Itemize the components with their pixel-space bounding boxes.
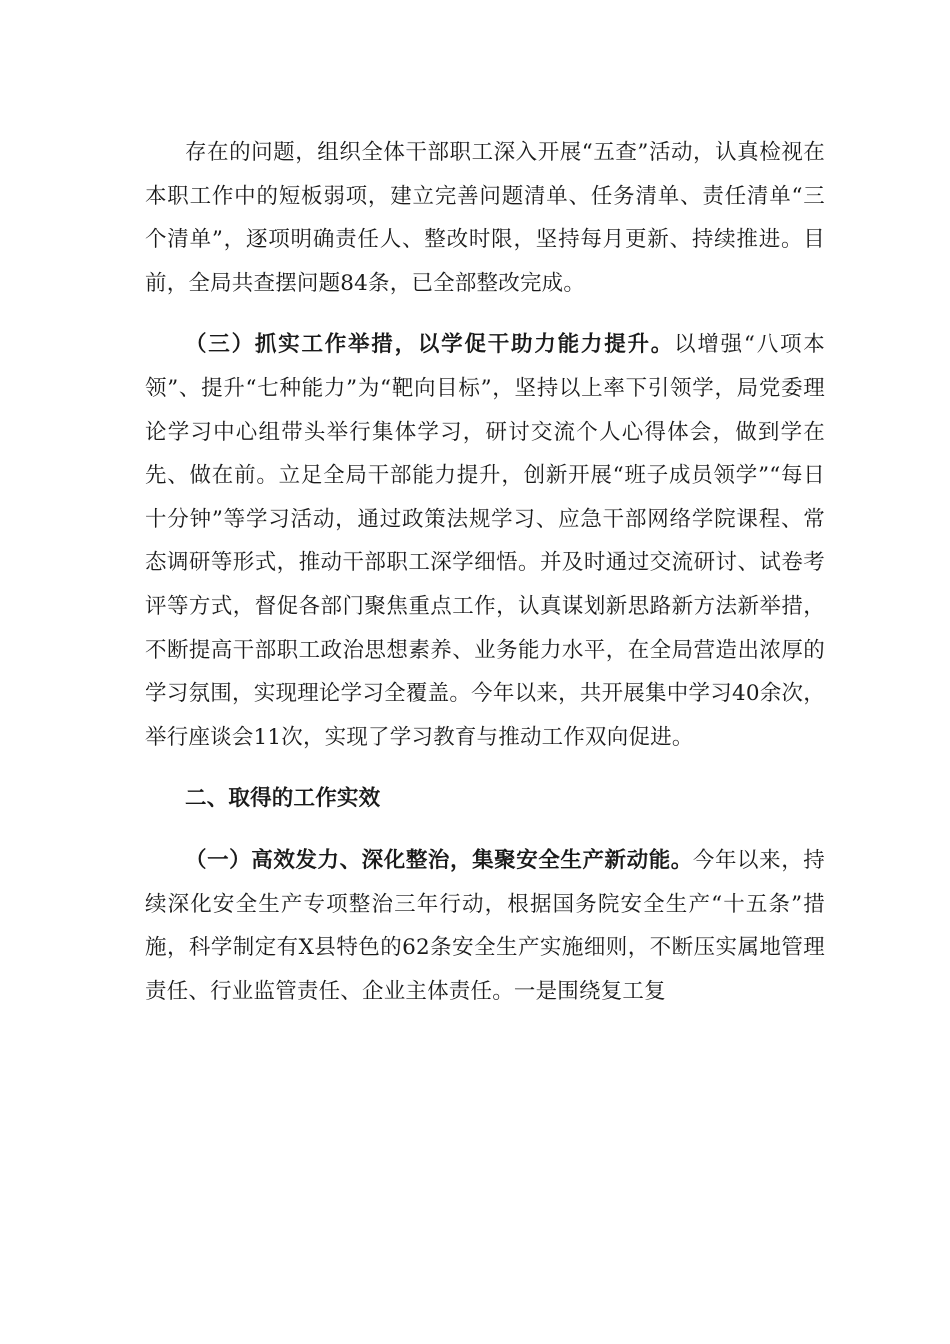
paragraph-heading-work-measures: （三）抓实工作举措，以学促干助力能力提升。: [185, 332, 675, 358]
paragraph-problem-rectification: 存在的问题，组织全体干部职工深入开展“五查”活动，认真检视在本职工作中的短板弱项，建立完善问题清单、任务清单、责任清单“三个清单”，逐项明确责任人、整改时限，坚持每月更新、持续推进。目前，全局共查摆问题84条，已全部整改完成。: [145, 140, 825, 296]
paragraph-body-safety-production: 今年以来，持续深化安全生产专项整治三年行动，根据国务院安全生产“十五条”措施，科学制定有X县特色的62条安全生产实施细则，不断压实属地管理责任、行业监管责任、企业主体责任。一是围绕复工复: [145, 847, 826, 1004]
paragraph-gap: [145, 821, 825, 839]
section-heading-results: 二、取得的工作实效: [185, 786, 381, 812]
paragraph-safety-production: [145, 839, 825, 1013]
paragraph-gap: [145, 759, 825, 777]
document-page: [145, 131, 825, 1013]
paragraph-heading-safety-production: （一）高效发力、深化整治，集聚安全生产新动能。: [185, 847, 693, 873]
paragraph-body-work-measures: 以增强“八项本领”、提升“七种能力”为“靶向目标”，坚持以上率下引领学，局党委理论学习中心组带头举行集体学习，研讨交流个人心得体会，做到学在先、做在前。立足全局干部能力提升，创新开展“班子成员领学”“每日十分钟”等学习活动，通过政策法规学习、应急干部网络学院课程、常态调研等形式，推动干部职工深学细悟。并及时通过交流研讨、试卷考评等方式，督促各部门聚焦重点工作，认真谋划新思路新方法新举措，不断提高干部职工政治思想素养、业务能力水平，在全局营造出浓厚的学习氛围，实现理论学习全覆盖。今年以来，共开展集中学习40余次，举行座谈会11次，实现了学习教育与推动工作双向促进。: [145, 332, 825, 750]
paragraph-gap: [145, 305, 825, 323]
paragraph-work-measures: [145, 323, 825, 759]
